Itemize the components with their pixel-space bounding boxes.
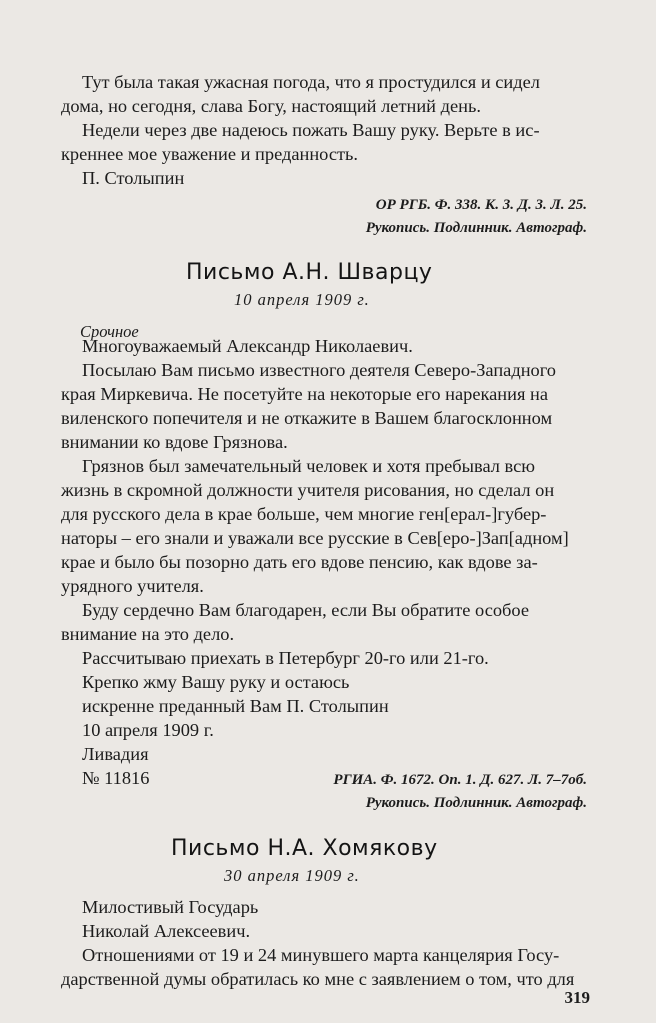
- body-line: наторы – его знали и уважали все русские в Сев[еро-]Зап[адном]: [61, 528, 569, 548]
- body-line: внимании ко вдове Грязнова.: [61, 432, 288, 452]
- body-line: Крепко жму Вашу руку и остаюсь: [82, 672, 350, 692]
- body-line: Грязнов был замечательный человек и хотя пребывал всю: [82, 456, 536, 476]
- letter-date: 10 апреля 1909 г.: [234, 290, 370, 309]
- letter-end-date: 10 апреля 1909 г.: [82, 720, 214, 740]
- letter-heading: Письмо Н.А. Хомякову: [171, 836, 438, 861]
- body-line: виленского попечителя и не откажите в Вашем благосклонном: [61, 408, 553, 428]
- body-line: дома, но сегодня, слава Богу, настоящий летний день.: [61, 96, 481, 116]
- body-line: Рассчитываю приехать в Петербург 20-го или 21-го.: [82, 648, 489, 668]
- signature: искренне преданный Вам П. Столыпин: [82, 696, 389, 716]
- salutation: Николай Алексеевич.: [82, 921, 251, 941]
- body-line: Недели через две надеюсь пожать Вашу руку. Верьте в ис-: [82, 120, 540, 140]
- body-line: жизнь в скромной должности учителя рисования, но сделал он: [61, 480, 555, 500]
- salutation: Многоуважаемый Александр Николаевич.: [82, 336, 413, 356]
- archive-source-note: Рукопись. Подлинник. Автограф.: [365, 220, 587, 236]
- archive-source: РГИА. Ф. 1672. Оп. 1. Д. 627. Л. 7–7об.: [333, 772, 587, 788]
- page-number: 319: [564, 988, 590, 1007]
- body-line: урядного учителя.: [61, 576, 204, 596]
- body-line: Отношениями от 19 и 24 минувшего марта канцелярия Госу-: [82, 945, 560, 965]
- body-line: для русского дела в крае больше, чем многие ген[ерал-]губер-: [61, 504, 547, 524]
- letter-number: № 11816: [82, 768, 150, 788]
- body-line: Посылаю Вам письмо известного деятеля Северо-Западного: [82, 360, 557, 380]
- body-line: креннее мое уважение и преданность.: [61, 144, 359, 164]
- urgency-mark: Срочное: [80, 322, 139, 341]
- body-line: края Миркевича. Не посетуйте на некоторые его нарекания на: [61, 384, 549, 404]
- body-line: крае и было бы позорно дать его вдове пенсию, как вдове за-: [61, 552, 538, 572]
- letter-place: Ливадия: [82, 744, 149, 764]
- letter-date: 30 апреля 1909 г.: [224, 866, 360, 885]
- archive-source: ОР РГБ. Ф. 338. К. 3. Д. 3. Л. 25.: [375, 197, 587, 213]
- salutation: Милостивый Государь: [82, 897, 259, 917]
- body-line: внимание на это дело.: [61, 624, 235, 644]
- body-line: Буду сердечно Вам благодарен, если Вы обратите особое: [82, 600, 529, 620]
- letter-heading: Письмо А.Н. Шварцу: [186, 260, 433, 285]
- body-line: Тут была такая ужасная погода, что я простудился и сидел: [82, 72, 540, 92]
- body-line: дарственной думы обратилась ко мне с заявлением о том, что для: [61, 969, 575, 989]
- signature: П. Столыпин: [82, 168, 185, 188]
- archive-source-note: Рукопись. Подлинник. Автограф.: [365, 795, 587, 811]
